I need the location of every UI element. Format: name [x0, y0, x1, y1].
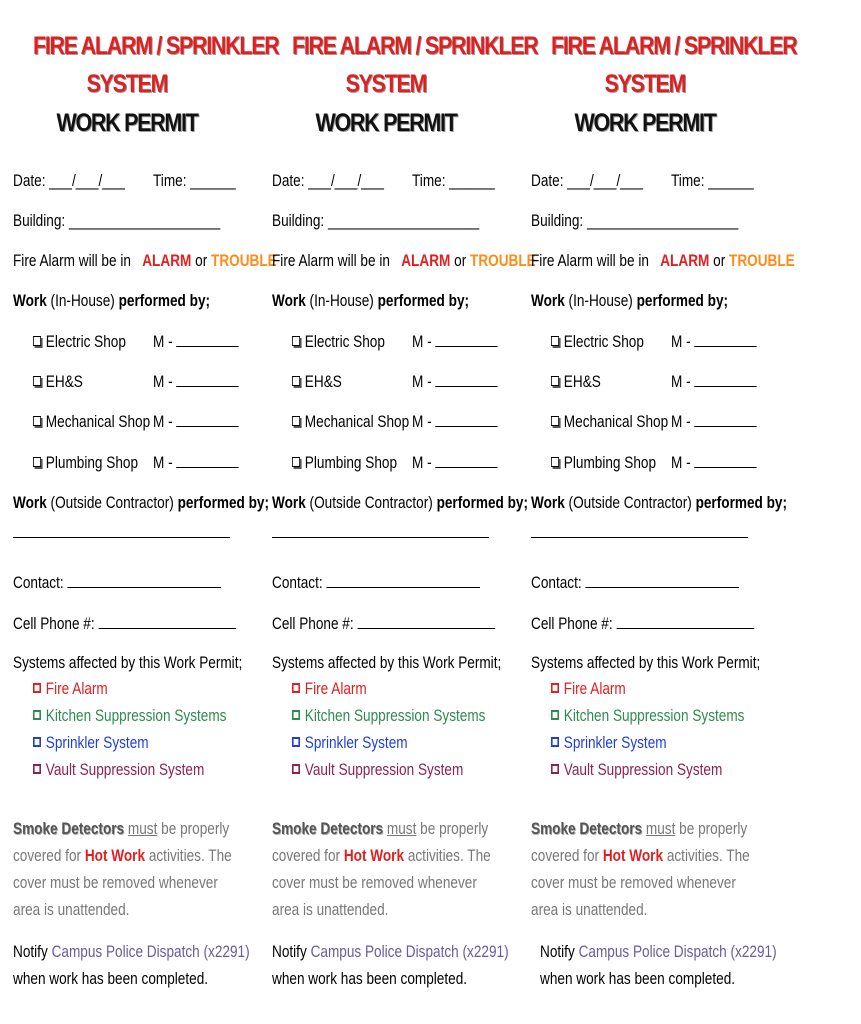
contractor-name-line[interactable] — [531, 537, 748, 538]
systems-heading: Systems affected by this Work Permit; — [272, 653, 502, 672]
m-field[interactable]: M - — [671, 411, 778, 433]
cell-phone-field[interactable]: Cell Phone #: — [272, 613, 551, 635]
checkbox-icon[interactable] — [33, 710, 41, 720]
work-in-house-heading: Work (In-House) performed by; — [272, 291, 470, 310]
m-field[interactable]: M - — [153, 452, 260, 474]
hot-work-label: Hot Work — [602, 846, 664, 865]
permit-title-line2: SYSTEM — [86, 70, 168, 98]
checkbox-icon[interactable] — [551, 416, 559, 426]
permit-title-line3: WORK PERMIT — [574, 109, 716, 137]
campus-police-dispatch: Campus Police Dispatch (x2291) — [51, 942, 250, 961]
date-field[interactable]: Date: ___/___/___ — [13, 171, 125, 190]
date-field[interactable]: Date: ___/___/___ — [531, 171, 643, 190]
hot-work-label: Hot Work — [84, 846, 146, 865]
system-kitchen-suppression[interactable]: Kitchen Suppression Systems — [551, 705, 793, 727]
notify-note: Notify Campus Police Dispatch (x2291) when work has been completed. — [13, 942, 250, 988]
checkbox-icon[interactable] — [33, 416, 41, 426]
alarm-option[interactable]: ALARM — [660, 251, 710, 270]
building-field[interactable]: Building: ____________________ — [531, 211, 739, 230]
work-outside-heading: Work (Outside Contractor) performed by; — [272, 493, 528, 512]
checkbox-icon[interactable] — [33, 764, 41, 774]
contact-field[interactable]: Contact: — [531, 572, 791, 594]
checkbox-icon[interactable] — [551, 336, 559, 346]
system-sprinkler[interactable]: Sprinkler System — [551, 732, 695, 754]
permit-title-line2: SYSTEM — [604, 70, 686, 98]
system-fire-alarm[interactable]: Fire Alarm — [33, 678, 126, 700]
contractor-name-line[interactable] — [272, 537, 489, 538]
smoke-detector-notice: Smoke Detectors must be properly covered for Hot Work activities. The cover must be removed whenever area is unattended. — [272, 819, 491, 919]
contact-field[interactable]: Contact: — [272, 572, 532, 594]
date-field[interactable]: Date: ___/___/___ — [272, 171, 384, 190]
checkbox-icon[interactable] — [33, 376, 41, 386]
system-kitchen-suppression[interactable]: Kitchen Suppression Systems — [292, 705, 534, 727]
checkbox-icon[interactable] — [551, 457, 559, 467]
m-field[interactable]: M - — [153, 371, 260, 393]
contractor-name-line[interactable] — [13, 537, 230, 538]
building-field[interactable]: Building: ____________________ — [272, 211, 480, 230]
cell-phone-field[interactable]: Cell Phone #: — [531, 613, 810, 635]
m-field[interactable]: M - — [153, 411, 260, 433]
permit-title-line1: FIRE ALARM / SPRINKLER — [550, 32, 797, 60]
must-word: must — [645, 819, 676, 838]
checkbox-icon[interactable] — [292, 416, 300, 426]
campus-police-dispatch: Campus Police Dispatch (x2291) — [310, 942, 509, 961]
system-sprinkler[interactable]: Sprinkler System — [33, 732, 177, 754]
trouble-option[interactable]: TROUBLE — [211, 251, 277, 270]
system-fire-alarm[interactable]: Fire Alarm — [292, 678, 385, 700]
m-field[interactable]: M - — [412, 452, 519, 474]
notify-note: Notify Campus Police Dispatch (x2291) when work has been completed. — [540, 942, 777, 988]
permit-title-line3: WORK PERMIT — [315, 109, 457, 137]
shop-electric[interactable]: Electric Shop — [33, 331, 149, 353]
building-field[interactable]: Building: ____________________ — [13, 211, 221, 230]
fire-alarm-mode — [531, 250, 861, 272]
time-field[interactable]: Time: ______ — [412, 171, 495, 190]
hot-work-label: Hot Work — [343, 846, 405, 865]
shop-mechanical[interactable]: Mechanical Shop — [292, 411, 438, 433]
shop-ehs[interactable]: EH&S — [33, 371, 95, 393]
smoke-detector-notice: Smoke Detectors must be properly covered for Hot Work activities. The cover must be removed whenever area is unattended. — [13, 819, 232, 919]
shop-plumbing[interactable]: Plumbing Shop — [551, 452, 682, 474]
time-field[interactable]: Time: ______ — [671, 171, 754, 190]
checkbox-icon[interactable] — [292, 376, 300, 386]
checkbox-icon[interactable] — [551, 764, 559, 774]
campus-police-dispatch: Campus Police Dispatch (x2291) — [578, 942, 777, 961]
cell-phone-field[interactable]: Cell Phone #: — [13, 613, 292, 635]
smoke-detector-notice: Smoke Detectors must be properly covered for Hot Work activities. The cover must be removed whenever area is unattended. — [531, 819, 750, 919]
checkbox-icon[interactable] — [33, 737, 41, 747]
shop-ehs[interactable]: EH&S — [551, 371, 613, 393]
systems-heading: Systems affected by this Work Permit; — [13, 653, 243, 672]
work-permit-card — [531, 0, 797, 1024]
system-fire-alarm[interactable]: Fire Alarm — [551, 678, 644, 700]
checkbox-icon[interactable] — [551, 737, 559, 747]
shop-plumbing[interactable]: Plumbing Shop — [292, 452, 423, 474]
alarm-option[interactable]: ALARM — [401, 251, 451, 270]
checkbox-icon[interactable] — [292, 336, 300, 346]
permit-title-line2: SYSTEM — [345, 70, 427, 98]
fire-alarm-prefix: Fire Alarm will be in — [272, 251, 390, 270]
fire-alarm-prefix: Fire Alarm will be in — [531, 251, 649, 270]
system-vault-suppression[interactable]: Vault Suppression System — [292, 759, 506, 781]
m-field[interactable]: M - — [671, 452, 778, 474]
permit-title-line1: FIRE ALARM / SPRINKLER — [291, 32, 538, 60]
smoke-detectors-label: Smoke Detectors — [272, 819, 384, 838]
or-word: or — [454, 251, 467, 270]
checkbox-icon[interactable] — [292, 764, 300, 774]
checkbox-icon[interactable] — [292, 683, 300, 693]
work-permit-card — [272, 0, 538, 1024]
checkbox-icon[interactable] — [551, 710, 559, 720]
m-field[interactable]: M - — [412, 331, 519, 353]
permit-title-line1: FIRE ALARM / SPRINKLER — [32, 32, 279, 60]
permit-title-line3: WORK PERMIT — [56, 109, 198, 137]
shop-electric[interactable]: Electric Shop — [551, 331, 667, 353]
shop-mechanical[interactable]: Mechanical Shop — [33, 411, 179, 433]
system-vault-suppression[interactable]: Vault Suppression System — [33, 759, 247, 781]
must-word: must — [386, 819, 417, 838]
or-word: or — [195, 251, 208, 270]
shop-plumbing[interactable]: Plumbing Shop — [33, 452, 164, 474]
work-in-house-heading: Work (In-House) performed by; — [531, 291, 729, 310]
shop-ehs[interactable]: EH&S — [292, 371, 354, 393]
shop-mechanical[interactable]: Mechanical Shop — [551, 411, 697, 433]
trouble-option[interactable]: TROUBLE — [729, 251, 795, 270]
work-permit-card — [13, 0, 279, 1024]
checkbox-icon[interactable] — [292, 737, 300, 747]
checkbox-icon[interactable] — [551, 376, 559, 386]
system-vault-suppression[interactable]: Vault Suppression System — [551, 759, 765, 781]
smoke-detectors-label: Smoke Detectors — [531, 819, 643, 838]
alarm-option[interactable]: ALARM — [142, 251, 192, 270]
checkbox-icon[interactable] — [33, 336, 41, 346]
work-in-house-heading: Work (In-House) performed by; — [13, 291, 211, 310]
work-outside-heading: Work (Outside Contractor) performed by; — [13, 493, 269, 512]
m-field[interactable]: M - — [671, 331, 778, 353]
m-field[interactable]: M - — [153, 331, 260, 353]
contact-field[interactable]: Contact: — [13, 572, 273, 594]
checkbox-icon[interactable] — [33, 683, 41, 693]
system-kitchen-suppression[interactable]: Kitchen Suppression Systems — [33, 705, 275, 727]
must-word: must — [127, 819, 158, 838]
checkbox-icon[interactable] — [33, 457, 41, 467]
systems-heading: Systems affected by this Work Permit; — [531, 653, 761, 672]
m-field[interactable]: M - — [412, 371, 519, 393]
checkbox-icon[interactable] — [551, 683, 559, 693]
smoke-detectors-label: Smoke Detectors — [13, 819, 125, 838]
or-word: or — [713, 251, 726, 270]
system-sprinkler[interactable]: Sprinkler System — [292, 732, 436, 754]
trouble-option[interactable]: TROUBLE — [470, 251, 536, 270]
work-outside-heading: Work (Outside Contractor) performed by; — [531, 493, 787, 512]
shop-electric[interactable]: Electric Shop — [292, 331, 408, 353]
notify-note: Notify Campus Police Dispatch (x2291) when work has been completed. — [272, 942, 509, 988]
checkbox-icon[interactable] — [292, 710, 300, 720]
fire-alarm-prefix: Fire Alarm will be in — [13, 251, 131, 270]
m-field[interactable]: M - — [671, 371, 778, 393]
checkbox-icon[interactable] — [292, 457, 300, 467]
m-field[interactable]: M - — [412, 411, 519, 433]
time-field[interactable]: Time: ______ — [153, 171, 236, 190]
